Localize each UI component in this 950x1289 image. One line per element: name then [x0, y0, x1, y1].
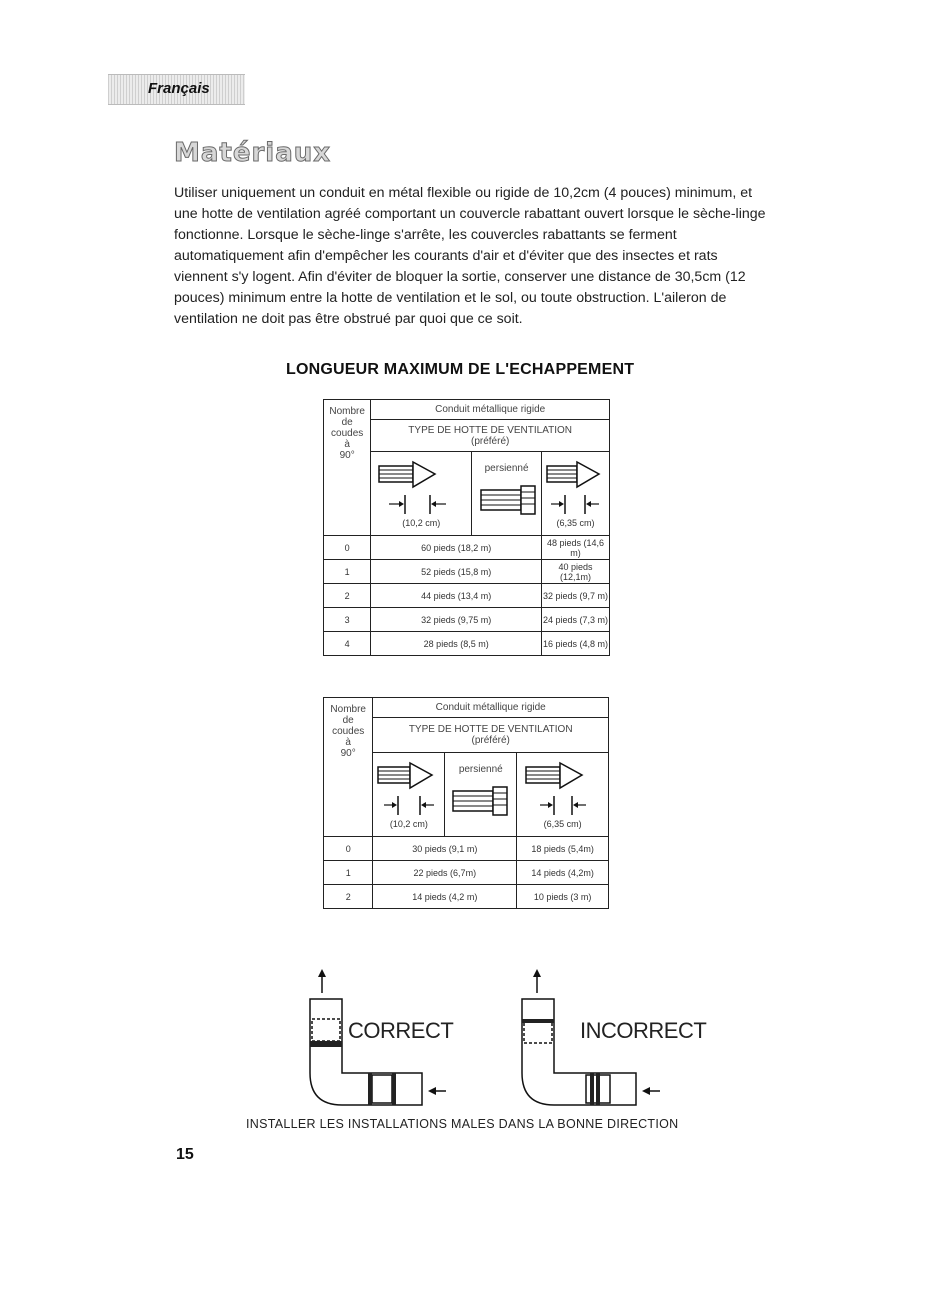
- elbow-label-line: 90°: [340, 748, 356, 759]
- table-row: [324, 536, 610, 560]
- length-2in: 18 pieds (5,4m): [517, 837, 609, 861]
- elbow-label-line: Nombre: [330, 704, 366, 715]
- elbow-label-line: de: [341, 417, 353, 428]
- duct-type-header: Conduit métallique rigide: [371, 400, 610, 420]
- length-2in: 48 pieds (14,6 m): [542, 536, 610, 560]
- length-2in: 40 pieds (12,1m): [542, 560, 610, 584]
- louvered-label: persienné: [484, 463, 529, 474]
- hood-type-header: [371, 420, 610, 452]
- elbow-count: 2: [324, 584, 371, 608]
- elbow-count: 2: [324, 885, 373, 909]
- length-4in: 14 pieds (4,2 m): [373, 885, 517, 909]
- elbow-count: 4: [324, 632, 371, 656]
- elbow-count-header: [324, 698, 373, 837]
- dim-left-cm: (10,2 cm): [402, 517, 441, 528]
- elbow-count: 1: [324, 861, 373, 885]
- elbow-label-line: coudes: [332, 726, 365, 737]
- hood-type-preferred: (préféré): [470, 435, 510, 447]
- length-4in: 60 pieds (18,2 m): [371, 536, 542, 560]
- wall-cap-icon: [374, 761, 444, 819]
- elbow-label-line: à: [345, 737, 351, 748]
- elbow-count: 0: [324, 536, 371, 560]
- correct-label: CORRECT: [348, 1018, 454, 1043]
- dim-left-cm: (10,2 cm): [389, 818, 428, 829]
- length-4in: 52 pieds (15,8 m): [371, 560, 542, 584]
- wall-cap-4in-cell: [371, 452, 472, 536]
- length-4in: 28 pieds (8,5 m): [371, 632, 542, 656]
- incorrect-label: INCORRECT: [580, 1018, 707, 1043]
- elbow-label-line: Nombre: [329, 406, 365, 417]
- elbow-count: 1: [324, 560, 371, 584]
- hood-type-header: [373, 718, 609, 753]
- elbow-label-line: coudes: [331, 428, 364, 439]
- exhaust-table-2: [323, 697, 609, 909]
- table-row: [324, 560, 610, 584]
- exhaust-table-1: [323, 399, 610, 656]
- length-2in: 10 pieds (3 m): [517, 885, 609, 909]
- hood-type-preferred: (préféré): [471, 735, 510, 746]
- length-4in: 32 pieds (9,75 m): [371, 608, 542, 632]
- length-2in: 24 pieds (7,3 m): [542, 608, 610, 632]
- page-number: 15: [176, 1146, 194, 1163]
- louvered-hood-cell: [445, 753, 517, 837]
- table-row: [324, 837, 609, 861]
- page-title: Matériaux: [174, 138, 332, 168]
- length-4in: 44 pieds (13,4 m): [371, 584, 542, 608]
- table-row: [324, 885, 609, 909]
- table-row: [324, 861, 609, 885]
- wall-cap-small-icon: [520, 761, 606, 819]
- elbow-label-line: 90°: [339, 450, 355, 461]
- elbow-count: 0: [324, 837, 373, 861]
- elbow-label-line: de: [342, 715, 354, 726]
- duct-type-header: Conduit métallique rigide: [373, 698, 609, 718]
- table-row: [324, 584, 610, 608]
- wall-cap-4in-cell: [373, 753, 445, 837]
- length-2in: 16 pieds (4,8 m): [542, 632, 610, 656]
- louvered-hood-icon: [447, 775, 515, 825]
- dim-right-cm: (6,35 cm): [556, 517, 595, 528]
- table-row: [324, 608, 610, 632]
- section-title: LONGUEUR MAXIMUM DE L'ECHAPPEMENT: [286, 361, 635, 378]
- hood-type-label: TYPE DE HOTTE DE VENTILATION: [408, 424, 573, 436]
- wall-cap-2in-cell: [542, 452, 610, 536]
- elbow-count-header: [324, 400, 371, 536]
- length-4in: 30 pieds (9,1 m): [373, 837, 517, 861]
- wall-cap-icon: [373, 460, 469, 518]
- table-row: [324, 632, 610, 656]
- louvered-hood-icon: [473, 474, 541, 524]
- wall-cap-small-icon: [543, 460, 609, 518]
- louvered-label: persienné: [458, 764, 503, 775]
- diagram-caption: INSTALLER LES INSTALLATIONS MALES DANS LA BONNE DIRECTION: [246, 1117, 679, 1131]
- elbow-label-line: à: [344, 439, 350, 450]
- language-tab: [108, 74, 245, 105]
- intro-paragraph: Utiliser uniquement un conduit en métal flexible ou rigide de 10,2cm (4 pouces) minimum, et une hotte de ventilation agréé comportant un couvercle rabattant ouvert lorsque le sèche-linge fonctionne. Lorsque le sèche-linge s'arrête, les couvercles rabattants se ferment automatiquement afin d'empêcher les courants d'air et d'éviter que des insectes et rats viennent s'y logent. Afin d'éviter de bloquer la sortie, conserver une distance de 30,5cm (12 pouces) minimum entre la hotte de ventilation et le sol, ou toute obstruction. L'aileron de ventilation ne doit pas être obstrué par quoi que ce soit.: [174, 185, 766, 327]
- length-4in: 22 pieds (6,7m): [373, 861, 517, 885]
- louvered-hood-cell: [472, 452, 542, 536]
- wall-cap-2in-cell: [517, 753, 609, 837]
- dim-right-cm: (6,35 cm): [543, 818, 582, 829]
- language-label: Français: [148, 80, 210, 97]
- hood-type-label: TYPE DE HOTTE DE VENTILATION: [408, 724, 573, 735]
- length-2in: 32 pieds (9,7 m): [542, 584, 610, 608]
- length-2in: 14 pieds (4,2m): [517, 861, 609, 885]
- elbow-count: 3: [324, 608, 371, 632]
